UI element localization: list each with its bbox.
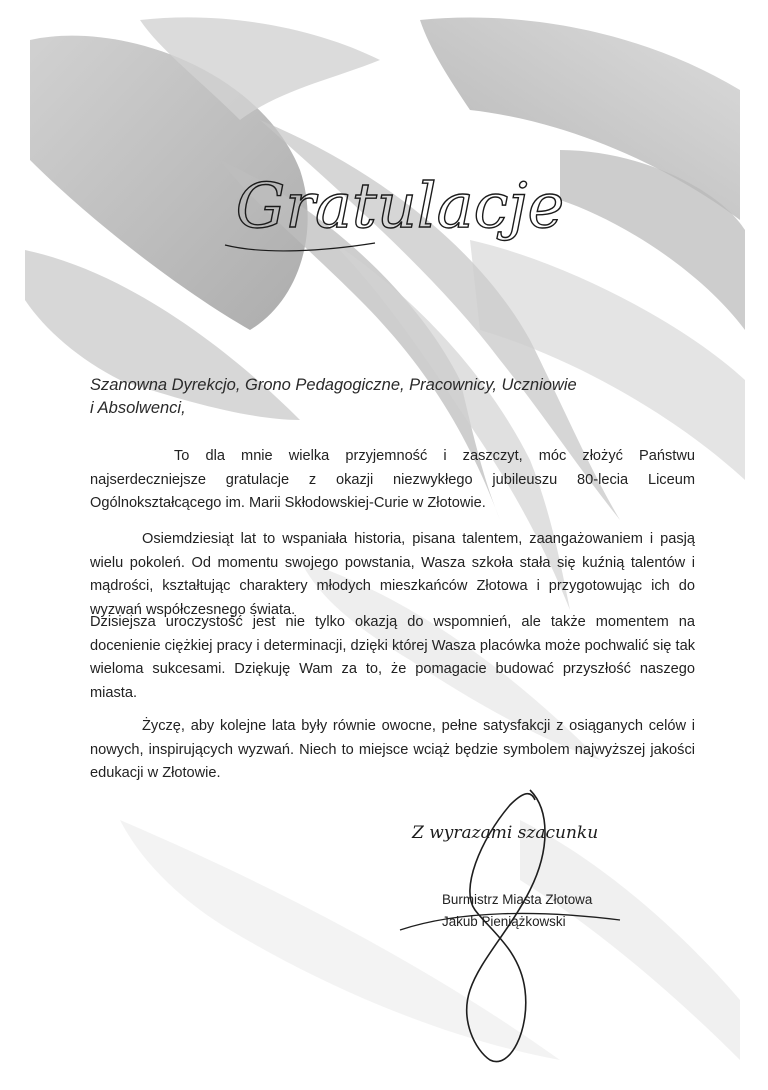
title-text: Gratulacje (235, 169, 565, 242)
paragraph-4-text: Życzę, aby kolejne lata były równie owocne, pełne satysfakcji z osiąganych celów i nowych, inspirujących wyzwań. Niech to miejsce wciąż będzie symbolem najwyższej jakości edukacji w Złotowie. (90, 718, 695, 781)
paragraph-2 (90, 528, 695, 622)
paragraph-4 (90, 715, 695, 786)
paragraph-2-text: Osiemdziesiąt lat to wspaniała historia, pisana talentem, zaangażowaniem i pasją wielu pokoleń. Od momentu swojego powstania, Wasza szkoła stała się kuźnią talentów i mądrości, kształtując charaktery młodych mieszkańców Złotowa i przygotowując ich do wyzwań współczesnego świata. (90, 531, 695, 618)
paragraph-3-text: Dzisiejsza uroczystość jest nie tylko okazją do wspomnień, ale także momentem na docenienie ciężkiej pracy i determinacji, dzięki której Wasza placówka może pochwalić się tak wieloma sukcesami. Dziękuję Wam za to, że pomagacie budować przyszłość naszego miasta. (90, 614, 695, 701)
signature-scribble (380, 780, 650, 1070)
closing-text: Z wyrazami szacunku (412, 823, 599, 843)
title-gratulacje (205, 155, 595, 265)
signer-name: Jakub Pieniążkowski (442, 914, 566, 929)
salutation-line-1: Szanowna Dyrekcjo, Grono Pedagogiczne, Pracownicy, Uczniowie (90, 376, 577, 394)
paragraph-3 (90, 611, 695, 705)
paragraph-1 (90, 445, 695, 516)
salutation-line-2: i Absolwenci, (90, 399, 186, 417)
signer-title: Burmistrz Miasta Złotowa (442, 892, 593, 907)
paragraph-1-text: To dla mnie wielka przyjemność i zaszczyt, móc złożyć Państwu najserdeczniejsze gratulacje z okazji niezwykłego jubileuszu 80-lecia Liceum Ogólnokształcącego im. Marii Skłodowskiej-Curie w Złotowie. (90, 448, 695, 511)
salutation (90, 374, 650, 420)
